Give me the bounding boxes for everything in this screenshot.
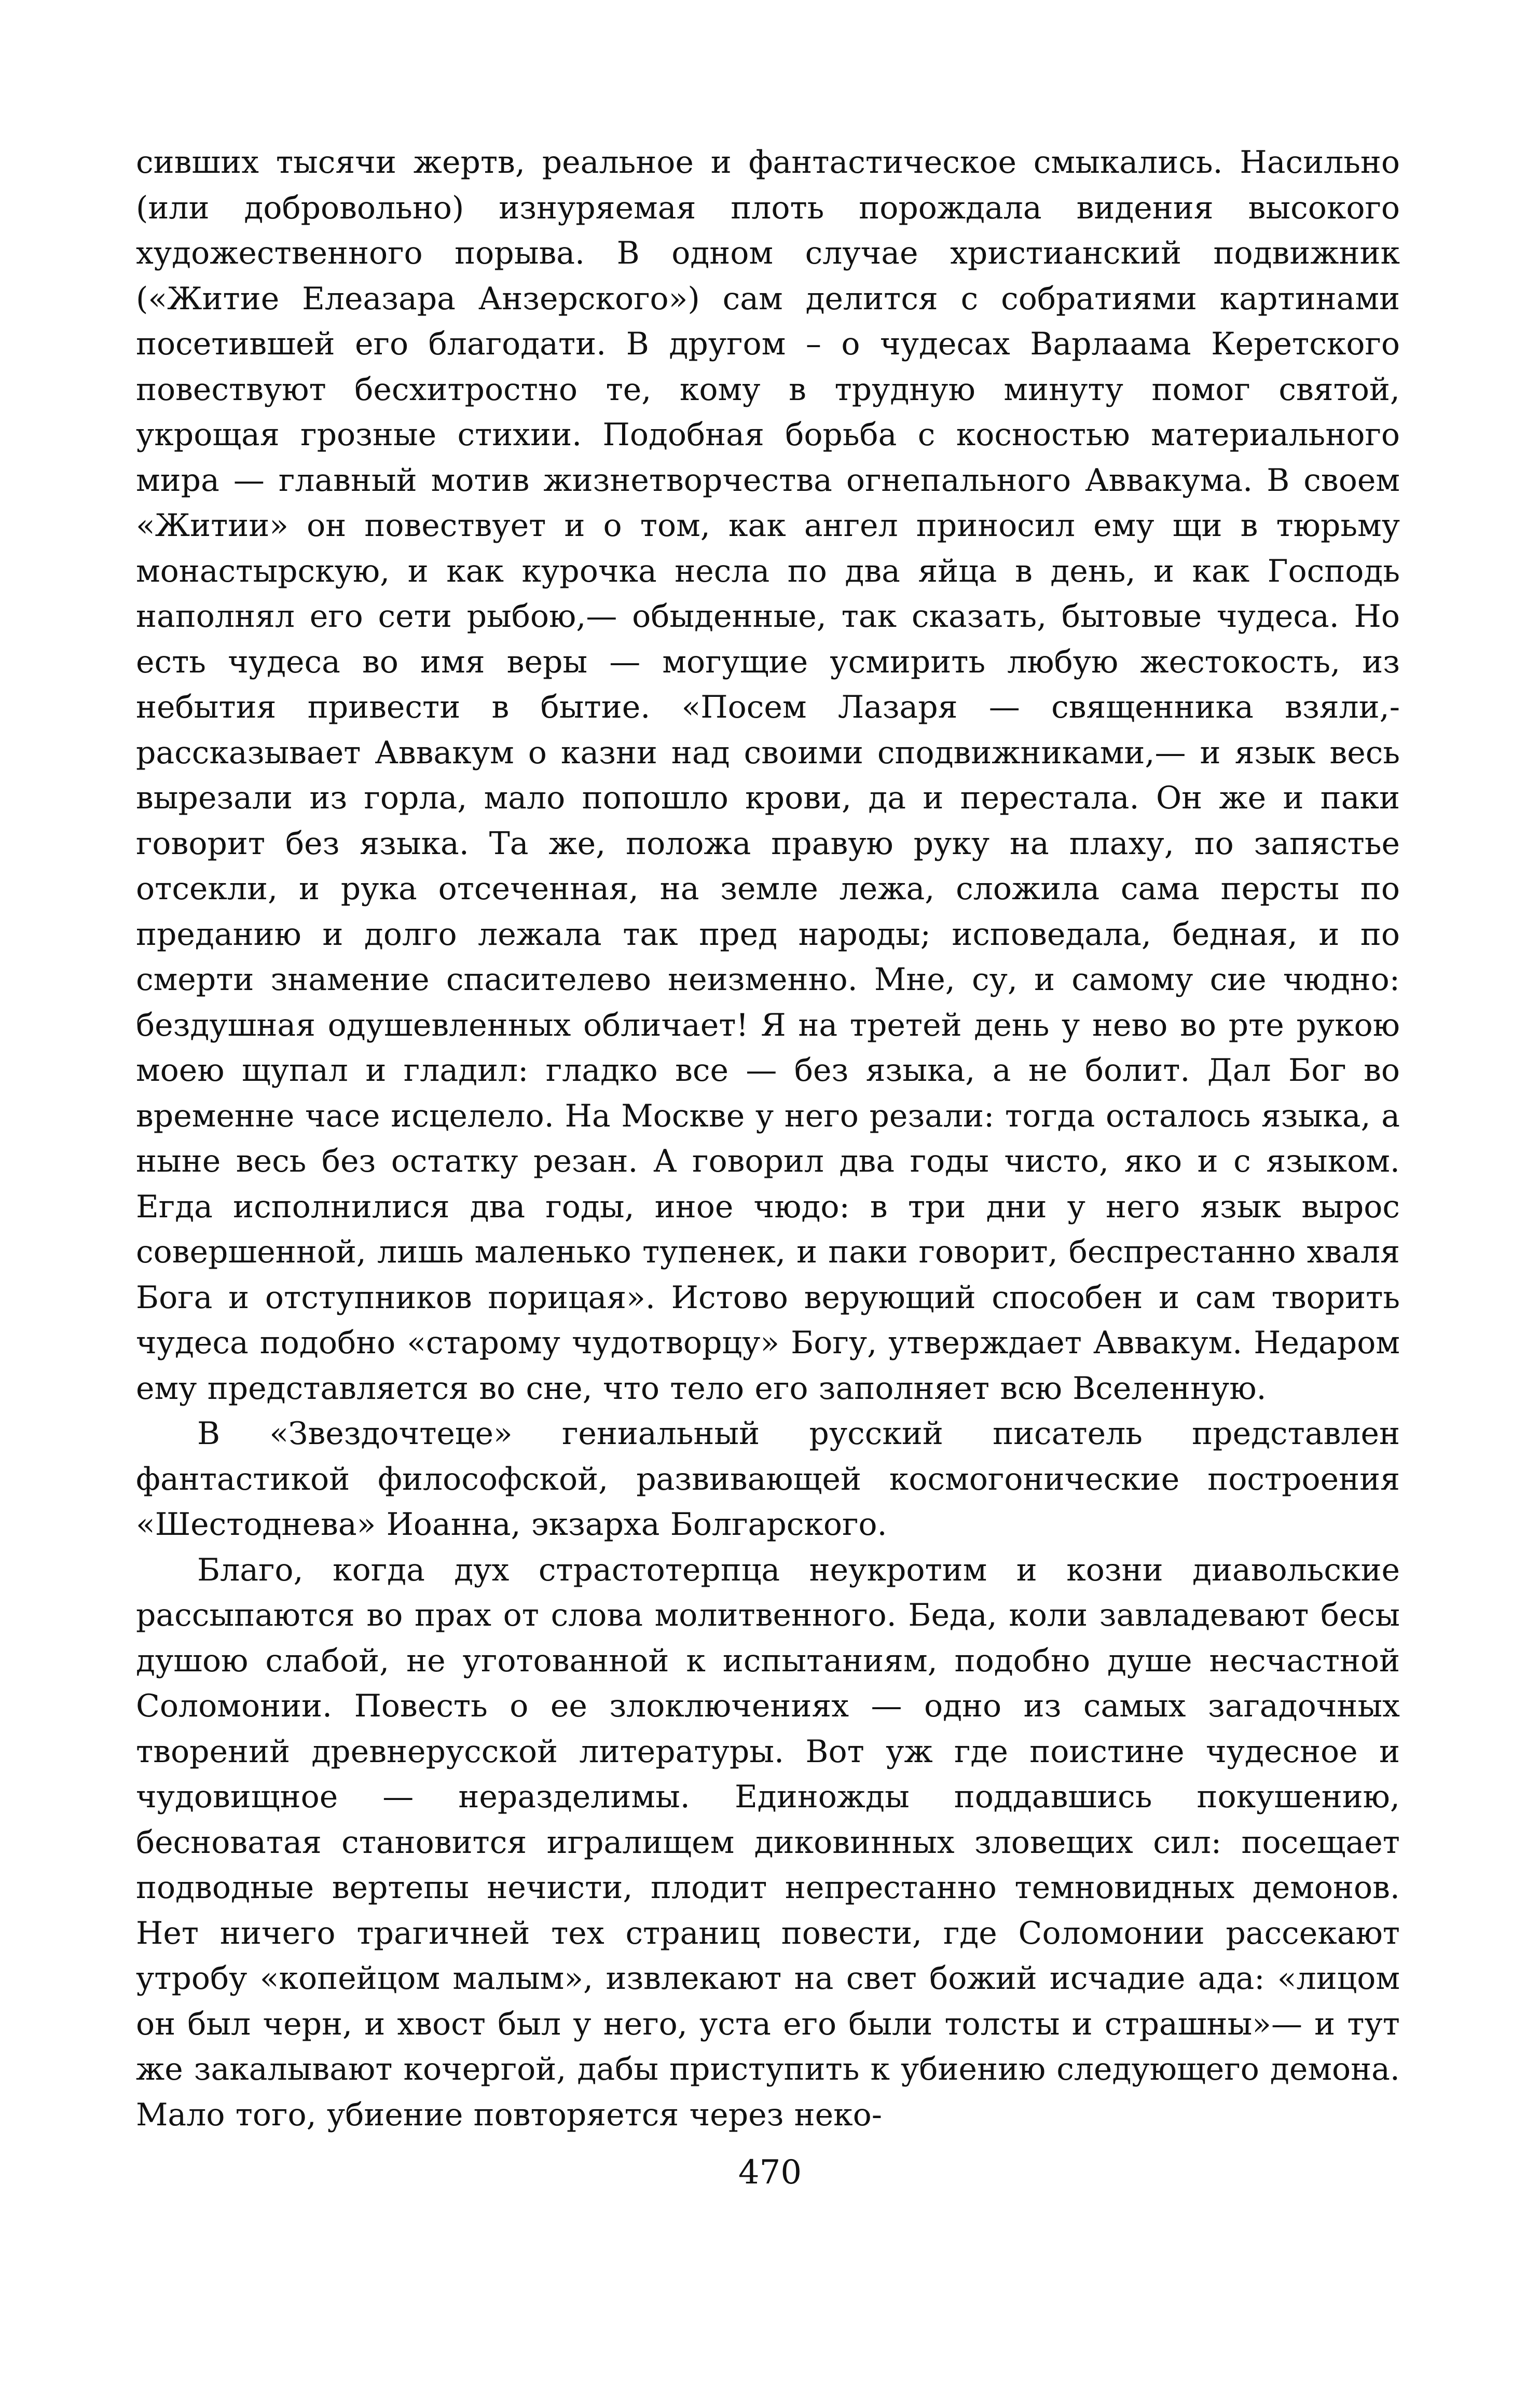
paragraph-2: В «Звездочтеце» гениальный русский писатель представлен фантастикой философской, развивающей космогонические построения «Шестоднева» Иоанна, экзарха Болгарского. <box>136 1416 1400 1543</box>
page-body <box>136 140 1400 2138</box>
paragraph-3: Благо, когда дух страстотерпца неукротим и козни диавольские рассыпаются во прах от слова молитвенного. Беда, коли завладевают бесы душою слабой, не уготованной к испытаниям, подобно душе несчастной Соломонии. Повесть о ее злоключениях — одно из самых загадочных творений древнерусской литературы. Вот уж где поистине чудесное и чудовищное — неразделимы. Единожды поддавшись покушению, бесноватая становится игралищем диковинных зловещих сил: посещает подводные вертепы нечисти, плодит непрестанно темновидных демонов. Нет ничего трагичней тех страниц повести, где Соломонии рассекают утробу «копейцом малым», извлекают на свет божий исчадие ада: «лицом он был черн, и хвост был у него, уста его были толсты и страшны»— и тут же закалывают кочергой, дабы приступить к убиению следующего демона. Мало того, убиение повторяется через неко- <box>136 1551 1400 2133</box>
paragraph-1: сивших тысячи жертв, реальное и фантастическое смыкались. Насильно (или добровольно) изнуряемая плоть порождала видения высокого художественного порыва. В одном случае христианский подвижник («Житие Елеазара Анзерского») сам делится с собратиями картинами посетившей его благодати. В другом – о чудесах Варлаама Керетского повествуют бесхитростно те, кому в трудную минуту помог святой, укрощая грозные стихии. Подобная борьба с косностью материального мира — главный мотив жизнетворчества огнепального Аввакума. В своем «Житии» он повествует и о том, как ангел приносил ему щи в тюрьму монастырскую, и как курочка несла по два яйца в день, и как Господь наполнял его сети рыбою,— обыденные, так сказать, бытовые чудеса. Но есть чудеса во имя веры — могущие усмирить любую жестокость, из небытия привести в бытие. «Посем Лазаря — священника взяли,- рассказывает Аввакум о казни над своими сподвижниками,— и язык весь вырезали из горла, мало попошло крови, да и перестала. Он же и паки говорит без языка. Та же, положа правую руку на плаху, по запястье отсекли, и рука отсеченная, на земле лежа, сложила сама персты по преданию и долго лежала так пред народы; исповедала, бедная, и по смерти знамение спасителево неизменно. Мне, су, и самому сие чюдно: бездушная одушевленных обличает! Я на третей день у нево во рте рукою моею щупал и гладил: гладко все — без языка, а не болит. Дал Бог во временне часе исцелело. На Москве у него резали: тогда осталось языка, а ныне весь без остатку резан. А говорил два годы чисто, яко и с языком. Егда исполнилися два годы, иное чюдо: в три дни у него язык вырос совершенной, лишь маленько тупенек, и паки говорит, беспрестанно хваля Бога и отступников порицая». Истово верующий способен и сам творить чудеса подобно «старому чудотворцу» Богу, утверждает Аввакум. Недаром ему представляется во сне, что тело его заполняет всю Вселенную. <box>136 144 1400 1407</box>
page-number: 470 <box>738 2153 802 2192</box>
